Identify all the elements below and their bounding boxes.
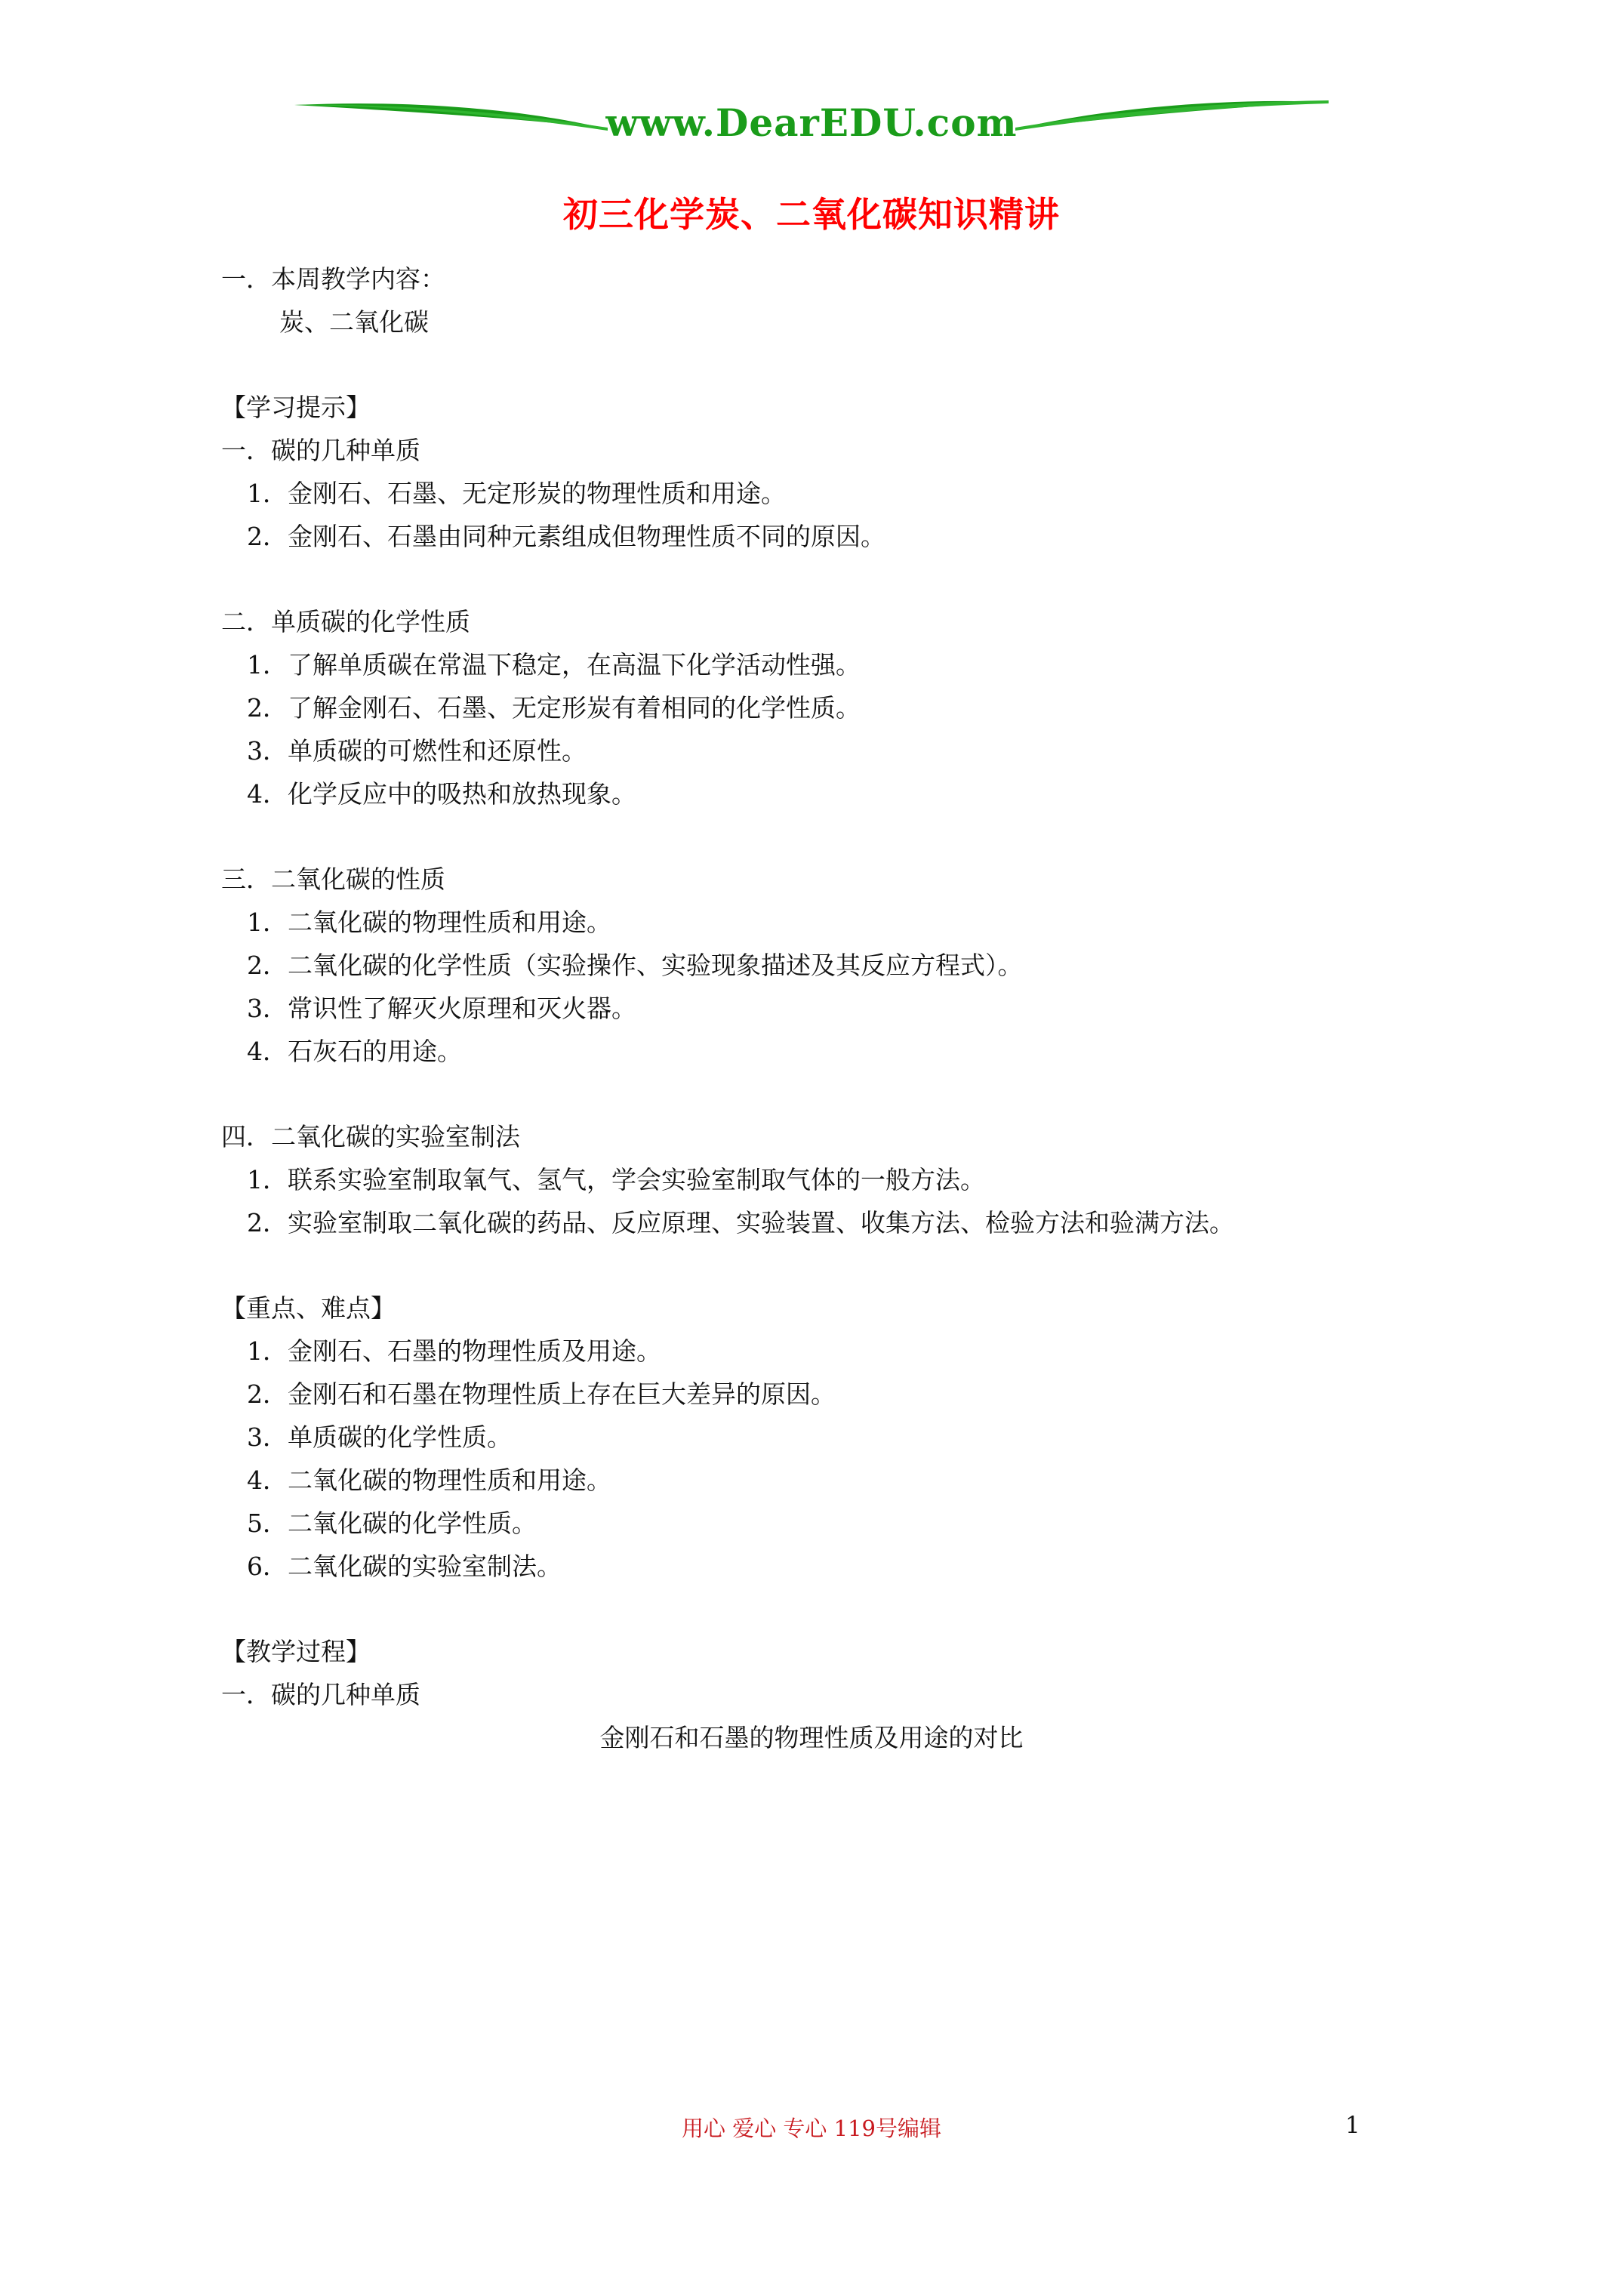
- site-logo-text: www.DearEDU.com: [605, 100, 1018, 145]
- text-line: 2．了解金刚石、石墨、无定形炭有着相同的化学性质。: [247, 693, 861, 723]
- text-line: 一．碳的几种单质: [221, 1680, 420, 1709]
- text-line: 三．二氧化碳的性质: [221, 864, 445, 894]
- text-line: 4．二氧化碳的物理性质和用途。: [247, 1465, 611, 1495]
- text-line: 1．金刚石、石墨的物理性质及用途。: [247, 1336, 661, 1366]
- text-line: 2．二氧化碳的化学性质（实验操作、实验现象描述及其反应方程式）。: [247, 951, 1023, 980]
- text-line: 3．单质碳的化学性质。: [247, 1422, 512, 1452]
- text-line: 1．联系实验室制取氧气、氢气，学会实验室制取气体的一般方法。: [247, 1165, 985, 1194]
- text-line: 2．金刚石、石墨由同种元素组成但物理性质不同的原因。: [247, 522, 885, 551]
- text-line: 4．石灰石的用途。: [247, 1037, 462, 1066]
- site-header-logo: [291, 94, 1332, 156]
- text-line: 炭、二氧化碳: [279, 307, 429, 337]
- text-line: 5．二氧化碳的化学性质。: [247, 1509, 537, 1538]
- text-line: 金刚石和石墨的物理性质及用途的对比: [599, 1723, 1024, 1752]
- text-line: 2．金刚石和石墨在物理性质上存在巨大差异的原因。: [247, 1379, 836, 1409]
- text-line: 1．二氧化碳的物理性质和用途。: [247, 908, 611, 937]
- text-line: 4．化学反应中的吸热和放热现象。: [247, 779, 636, 809]
- text-line: 【教学过程】: [221, 1637, 371, 1666]
- text-line: 2．实验室制取二氧化碳的药品、反应原理、实验装置、收集方法、检验方法和验满方法。: [247, 1208, 1234, 1237]
- text-line: 【学习提示】: [221, 393, 371, 422]
- footer-text: 用心 爱心 专心 119号编辑: [681, 2116, 941, 2141]
- text-line: 1．了解单质碳在常温下稳定，在高温下化学活动性强。: [247, 650, 861, 680]
- text-line: 二．单质碳的化学性质: [221, 607, 470, 636]
- text-line: 一．碳的几种单质: [221, 436, 420, 465]
- text-line: 四．二氧化碳的实验室制法: [221, 1122, 520, 1151]
- page-title: 初三化学炭、二氧化碳知识精讲: [563, 194, 1060, 235]
- text-line: 1．金刚石、石墨、无定形炭的物理性质和用途。: [247, 479, 786, 508]
- text-line: 3．常识性了解灭火原理和灭火器。: [247, 994, 636, 1023]
- text-line: 【重点、难点】: [221, 1293, 396, 1323]
- text-line: 一．本周教学内容：: [221, 264, 445, 294]
- page-number: 1: [1345, 2112, 1360, 2139]
- text-line: 6．二氧化碳的实验室制法。: [247, 1552, 562, 1581]
- text-line: 3．单质碳的可燃性和还原性。: [247, 736, 587, 766]
